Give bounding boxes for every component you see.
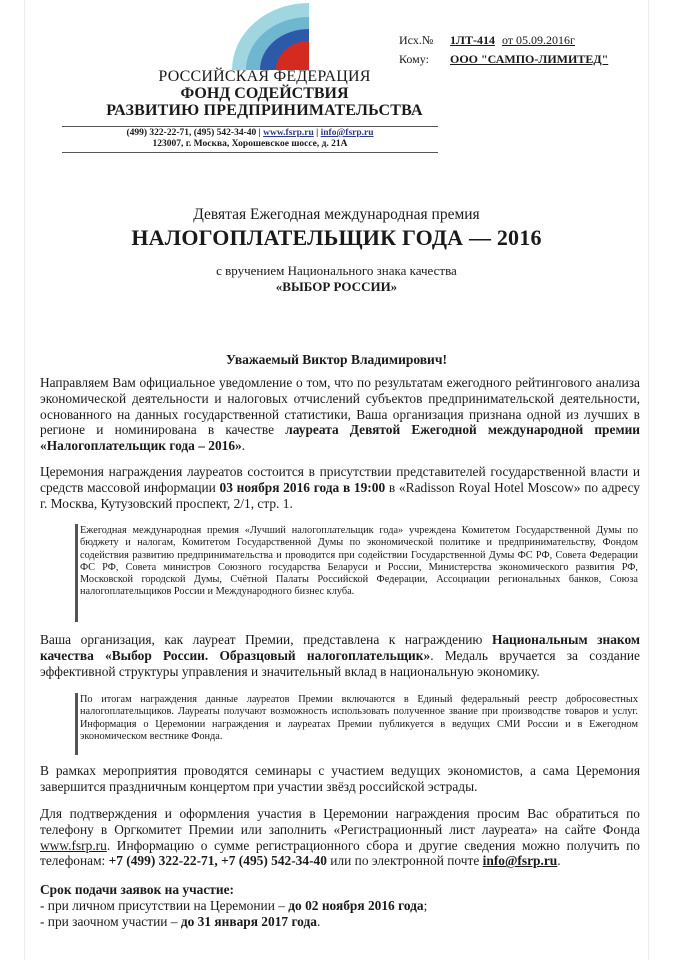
paragraph-ceremony: [40, 464, 640, 511]
outgoing-reference: [399, 33, 608, 71]
header-divider: [62, 152, 438, 153]
ref-number: 1ЛТ-414: [450, 33, 495, 47]
ref-date: от 05.09.2016г: [501, 33, 575, 47]
paragraph-text: в «Radisson Royal Hotel Moscow» по адресу г. Москва, Кутузовский проспект, 2/1, стр. 1.: [40, 479, 640, 511]
note-registry: По итогам награждения данные лауреатов Премии включаются в Единый федеральный реестр добросовестных налогоплательщиков. Лауреаты получают возможность использовать полученное звание при производстве товаров и услуг. Информация о Церемонии награждения и лауреатах Премии публикуется в ведущих СМИ России и в Ежегодном экономическом вестнике Фонда.: [80, 694, 638, 742]
header-email-link[interactable]: info@fsrp.ru: [320, 128, 374, 138]
recipient-label: Кому:: [399, 52, 429, 66]
paragraph-quality-mark: [40, 632, 640, 679]
paragraph-end: .: [241, 438, 246, 454]
organization-name: [92, 68, 437, 120]
paragraph-text: Направляем Вам официальное уведомление о том, что по результатам ежегодного рейтингового анализа экономической деятельности и налоговых отчислений субъектов предпринимательской деятельности, основанного на данных государственной статистики, Ваша организация признана одной из лучших в регионе и номинирована в качестве: [40, 375, 640, 438]
header-contacts: [62, 128, 438, 150]
note-founders: Ежегодная международная премия «Лучший налогоплательщик года» учреждена Комитетом Государственной Думы по бюджету и налогам, Комитетом Государственной Думы по экономической политике и предпринимательству, Фондом содействия развитию предпринимательства и проводится при содействии Государственной Думы ФС РФ, Совета Федерации ФС РФ, Совета министров Союзного государства Беларуси и России, Министерства экономического развития РФ, Московской городской Думы, Счётной Палаты Российской Федерации, Ассоциации региональных банков, Союза налогоплательщиков России и Международного бизнес клуба.: [80, 525, 638, 598]
paragraph-text: . Медаль вручается за создание эффективной структуры управления и значительный вклад в национальную экономику.: [40, 647, 640, 679]
deadline-item: [40, 914, 427, 930]
deadline-date: до 02 ноября 2016 года: [288, 898, 424, 913]
header-website-link[interactable]: www.fsrp.ru: [263, 128, 314, 138]
note-bar: [75, 693, 78, 755]
contact-phones: +7 (499) 322-22-71, +7 (495) 542-34-40: [108, 853, 327, 869]
header-phones: (499) 322-22-71, (495) 542-34-40: [126, 128, 257, 138]
recipient-name: ООО "САМПО-ЛИМИТЕД": [450, 52, 609, 66]
header-divider: [62, 126, 438, 127]
deadline-date: до 31 января 2017 года: [180, 914, 317, 929]
deadline-text: - при личном присутствии на Церемонии –: [40, 898, 289, 913]
ref-label: Исх.№: [399, 33, 434, 47]
paragraph-text: Ваша организация, как лауреат Премии, представлена к награждению: [40, 632, 492, 647]
scan-fold-line: [648, 0, 649, 960]
deadline-end: .: [316, 914, 321, 929]
deadline-section: [40, 882, 427, 930]
greeting: Уважаемый Виктор Владимирович!: [226, 352, 447, 367]
scan-fold-line: [24, 0, 25, 960]
paragraph-bold: лауреата Девятой Ежегодной международной премии «Налогоплательщик года – 2016»: [40, 422, 641, 454]
paragraph-bold: Национальным знаком качества «Выбор России. Образцовый налогоплательщик»: [40, 632, 640, 663]
separator: |: [258, 128, 261, 138]
deadline-item: [40, 898, 427, 914]
paragraph-text: или по электронной почте: [326, 853, 483, 869]
org-line-1: РОССИЙСКАЯ ФЕДЕРАЦИЯ: [158, 68, 371, 85]
email-link[interactable]: info@fsrp.ru: [482, 853, 558, 869]
deadline-end: ;: [423, 898, 428, 913]
award-note: с вручением Национального знака качества: [216, 263, 457, 278]
paragraph-notification: [40, 375, 640, 454]
quality-mark-name: «ВЫБОР РОССИИ»: [275, 279, 398, 294]
note-bar: [75, 524, 78, 622]
award-title: НАЛОГОПЛАТЕЛЬЩИК ГОДА — 2016: [131, 225, 542, 250]
paragraph-text: Для подтверждения и оформления участия в Церемонии награждения просим Вас обратиться по телефону в Оргкомитет Премии или заполнить «Регистрационный лист лауреата» на сайте Фонда: [40, 806, 640, 837]
paragraph-end: .: [557, 853, 561, 869]
ceremony-datetime: 03 ноября 2016 года в 19:00: [219, 479, 386, 495]
paragraph-text: . Информацию о сумме регистрационного сбора и другие сведения можно получить по телефонам:: [40, 837, 640, 869]
separator: |: [316, 128, 319, 138]
paragraph-seminars: В рамках мероприятия проводятся семинары с участием ведущих экономистов, а сама Церемония завершится праздничным концертом при участии звёзд российской эстрады.: [40, 763, 640, 794]
award-subtitle: Девятая Ежегодная международная премия: [193, 206, 480, 223]
paragraph-contacts: [40, 806, 640, 869]
deadline-heading: Срок подачи заявок на участие:: [40, 882, 235, 897]
org-line-3: РАЗВИТИЮ ПРЕДПРИНИМАТЕЛЬСТВА: [106, 102, 423, 119]
fund-logo-icon: [232, 3, 309, 70]
paragraph-text: Церемония награждения лауреатов состоится в присутствии представителей государственной власти и средств массовой информации: [40, 464, 640, 495]
org-line-2: ФОНД СОДЕЙСТВИЯ: [180, 85, 349, 102]
header-address: 123007, г. Москва, Хорошевское шоссе, д. 21А: [152, 139, 348, 149]
deadline-text: - при заочном участии –: [40, 914, 181, 929]
website-link[interactable]: www.fsrp.ru: [40, 837, 107, 853]
